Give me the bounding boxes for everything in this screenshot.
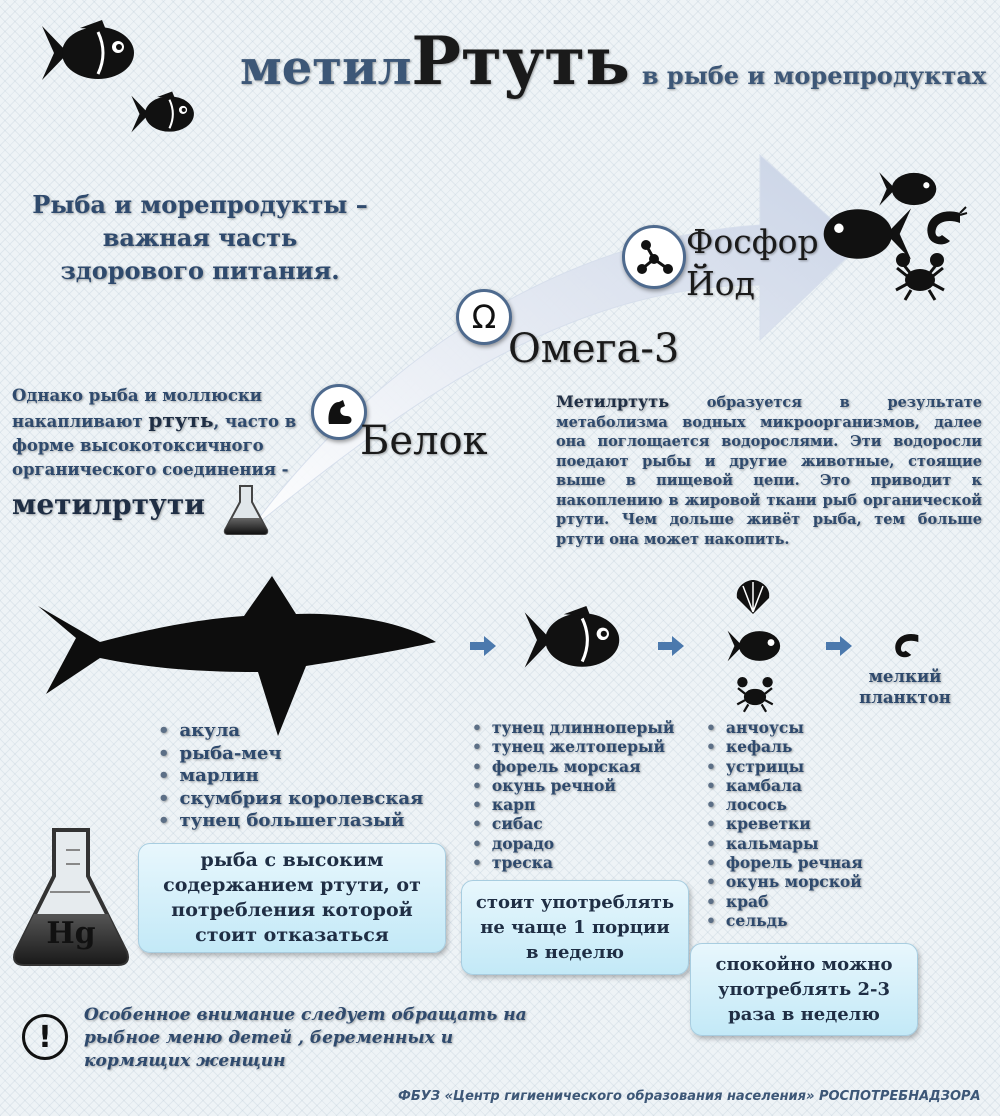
fish-icon (130, 88, 198, 140)
nutrient-omega: Омега-3 (508, 326, 680, 372)
list-item: • тунец большеглазый (158, 810, 423, 833)
omega-icon (456, 289, 512, 345)
fish-icon (520, 604, 628, 676)
list-item: • сибас (472, 814, 674, 833)
list-item: • тунец желтоперый (472, 737, 674, 756)
hg-label: Hg (46, 916, 96, 951)
advice-text: рыба с высоким содержанием ртути, от потребления которой стоит отказаться (163, 849, 421, 946)
list-item: • лосось (706, 795, 863, 814)
nutrient-phosphorus: Фосфор (686, 222, 819, 261)
list-item: • форель речная (706, 853, 863, 872)
advice-box-medium (461, 880, 689, 975)
protein-icon (311, 384, 367, 440)
chain-arrow (470, 636, 496, 656)
footer: ФБУЗ «Центр гигиенического образования населения» РОСПОТРЕБНАДЗОРА (398, 1089, 981, 1104)
omega-symbol: Ω (471, 298, 497, 336)
list-item: • дорадо (472, 834, 674, 853)
advice-text: стоит употреблять не чаще 1 порции в неделю (475, 892, 675, 963)
intro-highlight: ртуть (148, 408, 214, 432)
methylmercury-description (556, 392, 982, 549)
warning-symbol: ! (38, 1019, 52, 1055)
high-mercury-list (158, 720, 423, 833)
list-item: • марлин (158, 765, 423, 788)
crab-icon (893, 250, 947, 302)
list-item: • камбала (706, 776, 863, 795)
nutrient-protein: Белок (360, 418, 488, 464)
list-item: • анчоусы (706, 718, 863, 737)
shrimp-icon (920, 205, 968, 249)
title-prefix: метил (240, 40, 412, 96)
fish-icon (40, 18, 140, 88)
molecule-icon (622, 225, 686, 289)
nutrient-iodine: Йод (686, 264, 755, 303)
chain-arrow (826, 636, 852, 656)
fish-icon (726, 626, 784, 666)
desc-bold: Метилртуть (556, 392, 670, 411)
healthy-line: важная часть (102, 223, 298, 252)
healthy-line: Рыба и морепродукты – (32, 190, 368, 219)
list-item: • окунь морской (706, 872, 863, 891)
list-item: • карп (472, 795, 674, 814)
list-item: • сельдь (706, 911, 863, 930)
list-item: • краб (706, 892, 863, 911)
list-item: • скумбрия королевская (158, 788, 423, 811)
list-item: • окунь речной (472, 776, 674, 795)
list-item: • креветки (706, 814, 863, 833)
plankton-icon (890, 628, 924, 662)
warning-text: Особенное внимание следует обращать на рыбное меню детей , беременных и кормящих женщин (84, 1005, 527, 1071)
medium-mercury-list (472, 718, 674, 872)
plankton-label: мелкий планктон (859, 667, 951, 707)
intro-text: , часто в форме высокотоксичного органического соединения - (12, 412, 297, 479)
advice-box-low (690, 943, 918, 1036)
list-item: • треска (472, 853, 674, 872)
intro-text: Однако рыба и моллюски накапливают (12, 386, 263, 431)
healthy-line: здорового питания. (60, 256, 340, 285)
desc-text: образуется в результате метаболизма водных микроорганизмов, далее она поглощается водорослями. Эти водоросли поедают рыбы и другие животные, стоящие выше в пищевой цепи. Это приводит к накоплению в жировой ткани рыб органической ртути. Чем дольше живёт рыба, тем больше ртути она может накопить. (556, 394, 982, 548)
advice-box-high (138, 843, 446, 953)
list-item: • тунец длинноперый (472, 718, 674, 737)
advice-text: спокойно можно употреблять 2-3 раза в неделю (715, 954, 893, 1025)
title-main: Ртуть (411, 22, 630, 100)
crab-icon (735, 674, 775, 714)
list-item: • устрицы (706, 757, 863, 776)
list-item: • кальмары (706, 834, 863, 853)
title-suffix: в рыбе и морепродуктах (641, 61, 987, 90)
page-title (240, 22, 987, 100)
warning-icon (22, 1014, 68, 1060)
low-mercury-list (706, 718, 863, 930)
list-item: • форель морская (472, 757, 674, 776)
chain-arrow (658, 636, 684, 656)
list-item: • рыба-меч (158, 743, 423, 766)
flask-icon (222, 484, 270, 536)
intro-compound: метилртути (12, 488, 205, 521)
list-item: • кефаль (706, 737, 863, 756)
shell-icon (733, 578, 773, 616)
list-item: • акула (158, 720, 423, 743)
shark-icon (38, 576, 438, 736)
